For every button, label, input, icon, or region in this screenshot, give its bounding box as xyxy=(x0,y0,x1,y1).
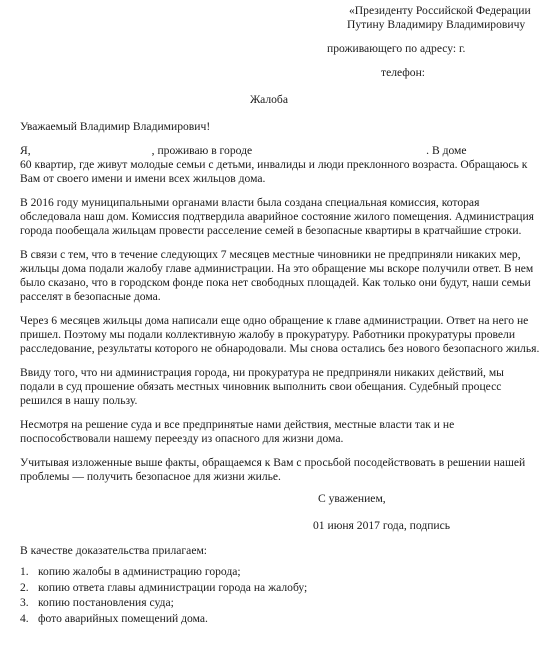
attachment-text: копию ответа главы администрации города на жалобу; xyxy=(38,580,308,594)
paragraph-2-line-3: города пообещала жильцам провести расселение семей в безопасные квартиры в кратчайшие строки. xyxy=(20,224,522,237)
paragraph-4-line-3: расследование, результаты которого не обнародовали. Мы снова остались без нового безопасного жилья. xyxy=(20,342,540,355)
paragraph-2-line-2: обследовала наш дом. Комиссия подтвердила аварийное состояние жилого помещения. Администрация xyxy=(20,210,535,223)
paragraph-5-line-2: подали в суд прошение обязать местных чиновник выполнить свои обещания. Судебный процесс xyxy=(20,380,502,393)
attachment-text: копию постановления суда; xyxy=(38,596,174,609)
addressee-line-1: «Президенту Российской Федерации xyxy=(349,4,531,17)
attachment-number: 1. xyxy=(20,565,29,578)
paragraph-3-line-1: В связи с тем, что в течение следующих 7 месяцев местные чиновники не предприняли никаких мер, xyxy=(20,248,521,261)
paragraph-6-line-2: поспособствовали нашему переезду из опасного для жизни дома. xyxy=(20,432,344,445)
paragraph-1-line-2: 60 квартир, где живут молодые семьи с детьми, инвалиды и люди преклонного возраста. Обращаюсь к xyxy=(20,158,528,171)
attachment-number: 2. xyxy=(20,580,29,594)
paragraph-2-line-1: В 2016 году муниципальными органами власти была создана специальная комиссия, которая xyxy=(20,196,480,209)
attachment-text: копию жалобы в администрацию города; xyxy=(38,565,241,578)
attachment-number: 4. xyxy=(20,611,29,625)
paragraph-4-line-1: Через 6 месяцев жильцы дома написали еще одно обращение к главе администрации. Ответ на него не xyxy=(20,314,529,327)
paragraph-7-line-1: Учитывая изложенные выше факты, обращаемся к Вам с просьбой посодействовать в решении нашей xyxy=(20,456,526,469)
attachments-heading: В качестве доказательства прилагаем: xyxy=(20,544,208,557)
attachment-number: 3. xyxy=(20,596,29,609)
date-signature-line: 01 июня 2017 года, подпись xyxy=(313,519,451,532)
sender-phone-line: телефон: xyxy=(381,66,426,79)
paragraph-7-line-2: проблемы — получить безопасное для жизни жилье. xyxy=(20,470,281,483)
paragraph-4-line-2: пришел. Поэтому мы подали коллективную жалобу в прокуратуру. Работники прокуратуры провели xyxy=(20,328,516,341)
p1-city-text: , проживаю в городе xyxy=(151,144,253,157)
paragraph-1-line-1 xyxy=(20,145,467,157)
closing-text: С уважением, xyxy=(318,492,386,505)
p1-i-text: Я, xyxy=(20,144,31,157)
paragraph-3-line-3: было сказано, что в городском фонде пока нет свободных площадей. Как только они будут, наши семьи xyxy=(20,276,531,289)
paragraph-5-line-3: решился в нашу пользу. xyxy=(20,394,138,407)
paragraph-3-line-4: расселят в безопасные дома. xyxy=(20,290,161,303)
paragraph-1-line-3: Вам от своего имени и имени всех жильцов дома. xyxy=(20,172,266,185)
paragraph-3-line-2: жильцы дома подали жалобу главе администрации. На это обращение мы вскоре получили ответ. В нем xyxy=(20,262,534,275)
attachment-text: фото аварийных помещений дома. xyxy=(38,611,208,625)
paragraph-5-line-1: Ввиду того, что ни администрация города, ни прокуратура не предприняли никаких действий, мы xyxy=(20,366,504,379)
document-title: Жалоба xyxy=(250,93,288,106)
paragraph-6-line-1: Несмотря на решение суда и все предпринятые нами действия, местные власти так и не xyxy=(20,418,455,431)
p1-house-text: . В доме xyxy=(426,144,467,157)
greeting: Уважаемый Владимир Владимирович! xyxy=(20,120,211,133)
addressee-line-2: Путину Владимиру Владимировичу xyxy=(347,18,526,31)
sender-address-line: проживающего по адресу: г. xyxy=(327,42,466,55)
